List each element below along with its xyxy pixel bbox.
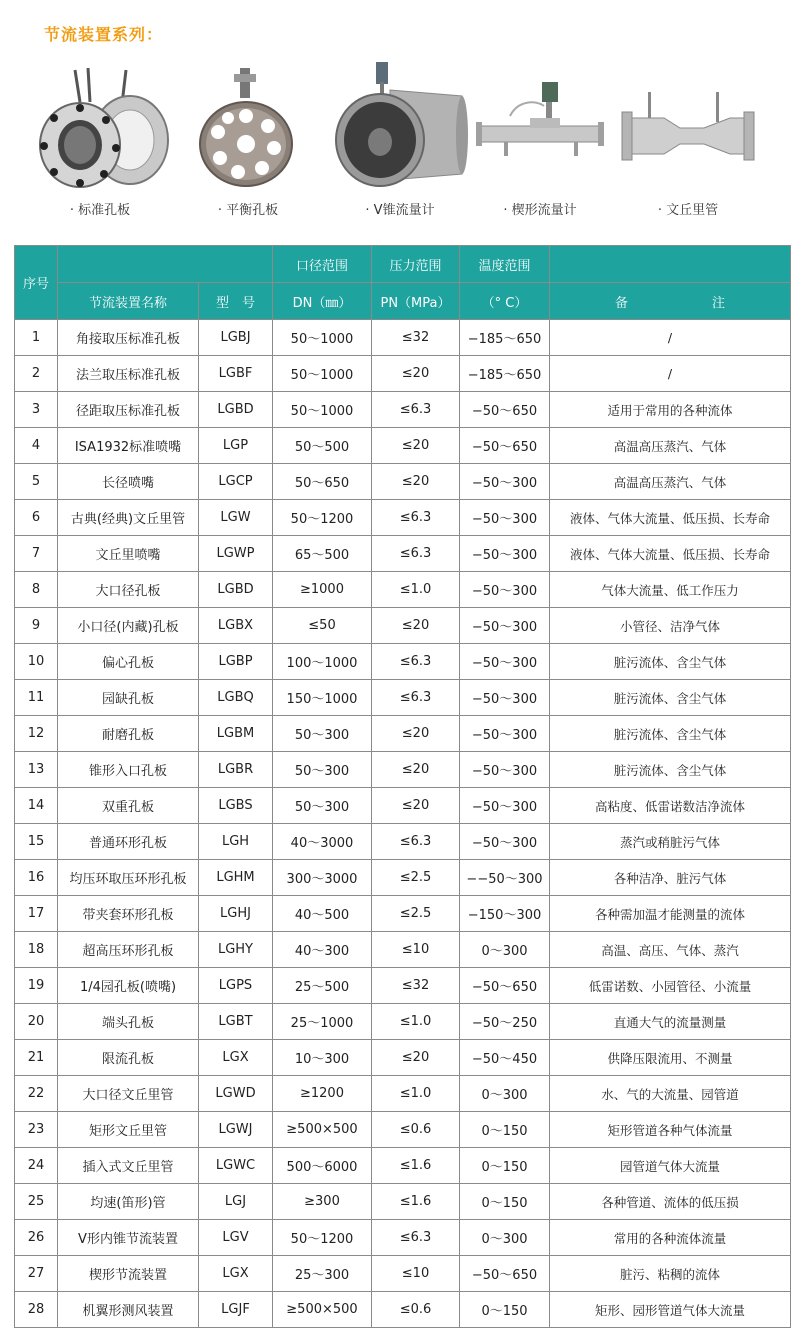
table-row (15, 1292, 791, 1328)
header-blank (58, 246, 273, 283)
cell-temp: −50～250 (460, 1004, 550, 1040)
cell-dn: ≤50 (273, 608, 372, 644)
cell-temp: 0～150 (460, 1184, 550, 1220)
cell-name: 均速(笛形)管 (58, 1184, 199, 1220)
cell-model: LGV (199, 1220, 273, 1256)
cell-index: 23 (15, 1112, 58, 1148)
cell-model: LGJF (199, 1292, 273, 1328)
cell-name: 古典(经典)文丘里管 (58, 500, 199, 536)
cell-index: 4 (15, 428, 58, 464)
cell-dn: 25～1000 (273, 1004, 372, 1040)
cell-pn: ≤10 (372, 932, 460, 968)
table-row (15, 1148, 791, 1184)
cell-temp: −50～650 (460, 392, 550, 428)
cell-index: 19 (15, 968, 58, 1004)
cell-pn: ≤20 (372, 716, 460, 752)
cell-model: LGW (199, 500, 273, 536)
cell-index: 20 (15, 1004, 58, 1040)
cell-dn: 100～1000 (273, 644, 372, 680)
cell-name: 角接取压标准孔板 (58, 320, 199, 356)
cell-name: 楔形节流装置 (58, 1256, 199, 1292)
cell-name: 文丘里喷嘴 (58, 536, 199, 572)
cell-dn: 50～1200 (273, 1220, 372, 1256)
cell-note: 脏污流体、含尘气体 (550, 716, 791, 752)
cell-note: 气体大流量、低工作压力 (550, 572, 791, 608)
cell-pn: ≤6.3 (372, 680, 460, 716)
product-caption: · 文丘里管 (657, 203, 719, 218)
cell-name: 端头孔板 (58, 1004, 199, 1040)
cell-name: 大口径文丘里管 (58, 1076, 199, 1112)
cell-index: 8 (15, 572, 58, 608)
table-row (15, 752, 791, 788)
table-row (15, 932, 791, 968)
cell-dn: ≥500×500 (273, 1112, 372, 1148)
cell-temp: 0～300 (460, 932, 550, 968)
cell-temp: −50～300 (460, 716, 550, 752)
cell-model: LGBT (199, 1004, 273, 1040)
cell-dn: 50～1000 (273, 356, 372, 392)
cell-pn: ≤20 (372, 1040, 460, 1076)
cell-dn: 50～300 (273, 788, 372, 824)
cell-note: 矩形、园形管道气体大流量 (550, 1292, 791, 1328)
cell-index: 21 (15, 1040, 58, 1076)
cell-temp: −50～300 (460, 788, 550, 824)
cell-index: 2 (15, 356, 58, 392)
cell-note: 小管径、洁净气体 (550, 608, 791, 644)
header-dn-top: 口径范围 (273, 246, 372, 283)
standard-orifice-plate-image (30, 60, 170, 190)
cell-dn: 25～500 (273, 968, 372, 1004)
cell-dn: 65～500 (273, 536, 372, 572)
cell-dn: 50～300 (273, 716, 372, 752)
cell-name: 径距取压标准孔板 (58, 392, 199, 428)
cell-model: LGX (199, 1040, 273, 1076)
cell-temp: 0～150 (460, 1112, 550, 1148)
cell-index: 22 (15, 1076, 58, 1112)
table-row (15, 428, 791, 464)
cell-dn: 50～1200 (273, 500, 372, 536)
cell-model: LGBX (199, 608, 273, 644)
cell-name: 普通环形孔板 (58, 824, 199, 860)
cell-note: 水、气的大流量、园管道 (550, 1076, 791, 1112)
cell-name: 限流孔板 (58, 1040, 199, 1076)
cell-temp: −150～300 (460, 896, 550, 932)
spec-table (14, 245, 791, 1328)
table-row (15, 968, 791, 1004)
cell-temp: −185～650 (460, 320, 550, 356)
cell-index: 15 (15, 824, 58, 860)
product-caption: · 楔形流量计 (503, 203, 577, 218)
cell-name: 耐磨孔板 (58, 716, 199, 752)
cell-temp: −50～300 (460, 752, 550, 788)
cell-name: V形内锥节流装置 (58, 1220, 199, 1256)
cell-temp: −50～300 (460, 500, 550, 536)
cell-index: 12 (15, 716, 58, 752)
cell-pn: ≤1.0 (372, 572, 460, 608)
cell-model: LGHY (199, 932, 273, 968)
cell-model: LGBR (199, 752, 273, 788)
table-row (15, 320, 791, 356)
product-wedge (470, 60, 610, 230)
cell-index: 5 (15, 464, 58, 500)
cell-index: 3 (15, 392, 58, 428)
cell-model: LGBM (199, 716, 273, 752)
table-header-row-top (15, 246, 791, 283)
cell-model: LGBD (199, 572, 273, 608)
table-row (15, 464, 791, 500)
table-row (15, 644, 791, 680)
cell-note: 液体、气体大流量、低压损、长寿命 (550, 536, 791, 572)
product-caption: · 标准孔板 (69, 203, 131, 218)
cell-dn: 50～500 (273, 428, 372, 464)
cell-dn: 40～300 (273, 932, 372, 968)
cell-note: 脏污流体、含尘气体 (550, 680, 791, 716)
cell-temp: −50～300 (460, 536, 550, 572)
cell-note: 直通大气的流量测量 (550, 1004, 791, 1040)
cell-note: 各种管道、流体的低压损 (550, 1184, 791, 1220)
cell-dn: 50～1000 (273, 320, 372, 356)
header-index: 序号 (15, 246, 58, 320)
cell-dn: 40～3000 (273, 824, 372, 860)
cell-note: 供降压限流用、不测量 (550, 1040, 791, 1076)
cell-index: 26 (15, 1220, 58, 1256)
table-row (15, 1040, 791, 1076)
cell-name: 插入式文丘里管 (58, 1148, 199, 1184)
cell-note: / (550, 356, 791, 392)
table-row (15, 860, 791, 896)
cell-pn: ≤20 (372, 464, 460, 500)
cell-index: 1 (15, 320, 58, 356)
cell-temp: −50～650 (460, 428, 550, 464)
cell-temp: −50～300 (460, 644, 550, 680)
cell-index: 9 (15, 608, 58, 644)
cell-pn: ≤2.5 (372, 860, 460, 896)
table-row (15, 500, 791, 536)
cell-note: 液体、气体大流量、低压损、长寿命 (550, 500, 791, 536)
cell-model: LGPS (199, 968, 273, 1004)
cell-model: LGHJ (199, 896, 273, 932)
header-temp: （° C） (460, 283, 550, 320)
cell-model: LGBD (199, 392, 273, 428)
cell-dn: 150～1000 (273, 680, 372, 716)
cell-model: LGHM (199, 860, 273, 896)
table-row (15, 572, 791, 608)
cell-temp: −50～300 (460, 464, 550, 500)
table-row (15, 1076, 791, 1112)
product-gallery (30, 60, 770, 230)
cell-pn: ≤0.6 (372, 1112, 460, 1148)
header-note-a: 备 (614, 295, 628, 311)
cell-index: 24 (15, 1148, 58, 1184)
cell-note: 脏污流体、含尘气体 (550, 752, 791, 788)
cell-pn: ≤1.0 (372, 1004, 460, 1040)
header-note-blank (550, 246, 791, 283)
table-row (15, 1220, 791, 1256)
header-model: 型 号 (199, 283, 273, 320)
cell-name: 均压环取压环形孔板 (58, 860, 199, 896)
cell-model: LGCP (199, 464, 273, 500)
cell-name: 偏心孔板 (58, 644, 199, 680)
table-row (15, 824, 791, 860)
cell-dn: 300～3000 (273, 860, 372, 896)
cell-name: 矩形文丘里管 (58, 1112, 199, 1148)
cell-note: 高温高压蒸汽、气体 (550, 428, 791, 464)
cell-dn: ≥1200 (273, 1076, 372, 1112)
table-row (15, 1256, 791, 1292)
cell-name: 1/4园孔板(喷嘴) (58, 968, 199, 1004)
cell-pn: ≤20 (372, 428, 460, 464)
product-caption: · 平衡孔板 (217, 203, 279, 218)
cell-pn: ≤20 (372, 608, 460, 644)
cell-temp: 0～150 (460, 1292, 550, 1328)
cell-pn: ≤1.6 (372, 1148, 460, 1184)
cell-name: 长径喷嘴 (58, 464, 199, 500)
cell-name: ISA1932标准喷嘴 (58, 428, 199, 464)
cell-model: LGBS (199, 788, 273, 824)
cell-dn: 10～300 (273, 1040, 372, 1076)
header-name: 节流装置名称 (58, 283, 199, 320)
cell-pn: ≤6.3 (372, 1220, 460, 1256)
header-dn: DN（㎜） (273, 283, 372, 320)
product-standard-orifice (30, 60, 170, 230)
cell-pn: ≤1.0 (372, 1076, 460, 1112)
cell-pn: ≤32 (372, 968, 460, 1004)
cell-name: 双重孔板 (58, 788, 199, 824)
cell-name: 园缺孔板 (58, 680, 199, 716)
cell-model: LGH (199, 824, 273, 860)
cell-model: LGWP (199, 536, 273, 572)
venturi-tube-image (618, 60, 758, 190)
cell-name: 带夹套环形孔板 (58, 896, 199, 932)
cell-model: LGBP (199, 644, 273, 680)
cell-temp: 0～150 (460, 1148, 550, 1184)
header-pn: PN（MPa） (372, 283, 460, 320)
table-row (15, 392, 791, 428)
cell-index: 13 (15, 752, 58, 788)
cell-temp: −50～450 (460, 1040, 550, 1076)
cell-note: 蒸汽或稍脏污气体 (550, 824, 791, 860)
table-row (15, 896, 791, 932)
cell-name: 法兰取压标准孔板 (58, 356, 199, 392)
cell-dn: 50～1000 (273, 392, 372, 428)
v-cone-flowmeter-image (330, 60, 470, 190)
cell-temp: −−50～300 (460, 860, 550, 896)
cell-pn: ≤20 (372, 788, 460, 824)
cell-model: LGX (199, 1256, 273, 1292)
cell-index: 27 (15, 1256, 58, 1292)
cell-index: 16 (15, 860, 58, 896)
cell-model: LGP (199, 428, 273, 464)
cell-note: 高温、高压、气体、蒸汽 (550, 932, 791, 968)
cell-index: 10 (15, 644, 58, 680)
cell-dn: 50～300 (273, 752, 372, 788)
cell-pn: ≤20 (372, 356, 460, 392)
cell-name: 大口径孔板 (58, 572, 199, 608)
cell-note: 低雷诺数、小园管径、小流量 (550, 968, 791, 1004)
table-row (15, 1112, 791, 1148)
cell-note: 园管道气体大流量 (550, 1148, 791, 1184)
cell-name: 锥形入口孔板 (58, 752, 199, 788)
cell-pn: ≤6.3 (372, 392, 460, 428)
cell-index: 11 (15, 680, 58, 716)
cell-index: 7 (15, 536, 58, 572)
cell-pn: ≤6.3 (372, 500, 460, 536)
table-row (15, 716, 791, 752)
cell-pn: ≤2.5 (372, 896, 460, 932)
cell-dn: ≥1000 (273, 572, 372, 608)
balanced-orifice-plate-image (178, 60, 318, 190)
cell-model: LGBQ (199, 680, 273, 716)
cell-note: 各种洁净、脏污气体 (550, 860, 791, 896)
table-row (15, 680, 791, 716)
cell-note: 高温高压蒸汽、气体 (550, 464, 791, 500)
cell-note: 适用于常用的各种流体 (550, 392, 791, 428)
header-temp-top: 温度范围 (460, 246, 550, 283)
cell-note: 高粘度、低雷诺数洁净流体 (550, 788, 791, 824)
cell-index: 17 (15, 896, 58, 932)
cell-index: 14 (15, 788, 58, 824)
product-v-cone (330, 60, 470, 230)
cell-pn: ≤0.6 (372, 1292, 460, 1328)
table-row (15, 608, 791, 644)
header-note-b: 注 (712, 295, 726, 311)
header-pn-top: 压力范围 (372, 246, 460, 283)
cell-name: 机翼形测风装置 (58, 1292, 199, 1328)
cell-index: 25 (15, 1184, 58, 1220)
cell-note: 矩形管道各种气体流量 (550, 1112, 791, 1148)
cell-temp: 0～300 (460, 1076, 550, 1112)
table-row (15, 356, 791, 392)
header-note (550, 283, 791, 320)
cell-dn: 40～500 (273, 896, 372, 932)
cell-model: LGBJ (199, 320, 273, 356)
cell-temp: −50～300 (460, 572, 550, 608)
cell-dn: 500～6000 (273, 1148, 372, 1184)
table-header-row-bottom (15, 283, 791, 320)
cell-temp: −50～300 (460, 824, 550, 860)
cell-model: LGBF (199, 356, 273, 392)
cell-dn: 25～300 (273, 1256, 372, 1292)
cell-pn: ≤6.3 (372, 824, 460, 860)
cell-index: 6 (15, 500, 58, 536)
cell-pn: ≤10 (372, 1256, 460, 1292)
cell-dn: ≥500×500 (273, 1292, 372, 1328)
cell-model: LGJ (199, 1184, 273, 1220)
wedge-flowmeter-image (470, 60, 610, 190)
cell-pn: ≤1.6 (372, 1184, 460, 1220)
product-balanced-orifice (178, 60, 318, 230)
table-row (15, 788, 791, 824)
cell-note: 常用的各种流体流量 (550, 1220, 791, 1256)
cell-temp: 0～300 (460, 1220, 550, 1256)
cell-note: / (550, 320, 791, 356)
table-row (15, 1004, 791, 1040)
cell-dn: ≥300 (273, 1184, 372, 1220)
cell-index: 28 (15, 1292, 58, 1328)
product-venturi (618, 60, 758, 230)
table-row (15, 536, 791, 572)
cell-model: LGWC (199, 1148, 273, 1184)
cell-note: 脏污、粘稠的流体 (550, 1256, 791, 1292)
cell-pn: ≤6.3 (372, 536, 460, 572)
cell-dn: 50～650 (273, 464, 372, 500)
page-title: 节流装置系列： (44, 25, 164, 44)
cell-pn: ≤32 (372, 320, 460, 356)
cell-temp: −50～300 (460, 680, 550, 716)
cell-temp: −185～650 (460, 356, 550, 392)
cell-index: 18 (15, 932, 58, 968)
cell-model: LGWJ (199, 1112, 273, 1148)
cell-model: LGWD (199, 1076, 273, 1112)
cell-pn: ≤6.3 (372, 644, 460, 680)
cell-name: 超高压环形孔板 (58, 932, 199, 968)
cell-note: 各种需加温才能测量的流体 (550, 896, 791, 932)
cell-temp: −50～650 (460, 968, 550, 1004)
cell-note: 脏污流体、含尘气体 (550, 644, 791, 680)
cell-temp: −50～300 (460, 608, 550, 644)
cell-pn: ≤20 (372, 752, 460, 788)
product-caption: · V锥流量计 (365, 203, 435, 218)
cell-name: 小口径(内藏)孔板 (58, 608, 199, 644)
table-row (15, 1184, 791, 1220)
cell-temp: −50～650 (460, 1256, 550, 1292)
